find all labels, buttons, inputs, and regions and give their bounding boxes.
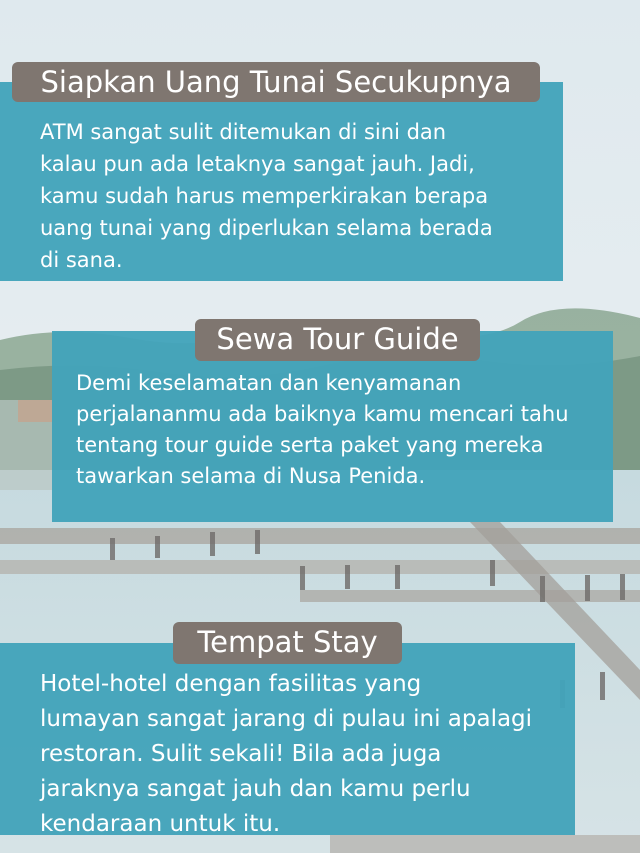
cash-tip-title: Siapkan Uang Tunai Secukupnya bbox=[12, 62, 540, 102]
stay-text: Hotel-hotel dengan fasilitas yang lumayan sangat jarang di pulau ini apalagi restoran. Sulit sekali! Bila ada juga jaraknya sangat jauh dan kamu perlu kendaraan untuk itu. bbox=[40, 671, 533, 837]
cash-tip-text: ATM sangat sulit ditemukan di sini dan kalau pun ada letaknya sangat jauh. Jadi, kamu sudah harus memperkirakan berapa uang tunai yang diperlukan selama berada di sana. bbox=[40, 120, 493, 272]
stay-title: Tempat Stay bbox=[173, 622, 402, 664]
tour-guide-title: Sewa Tour Guide bbox=[195, 319, 480, 361]
tour-guide-text: Demi keselamatan dan kenyamanan perjalananmu ada baiknya kamu mencari tahu tentang tour guide serta paket yang mereka tawarkan selama di Nusa Penida. bbox=[76, 371, 569, 488]
cash-tip-card bbox=[0, 82, 563, 281]
stay-card bbox=[0, 643, 575, 835]
